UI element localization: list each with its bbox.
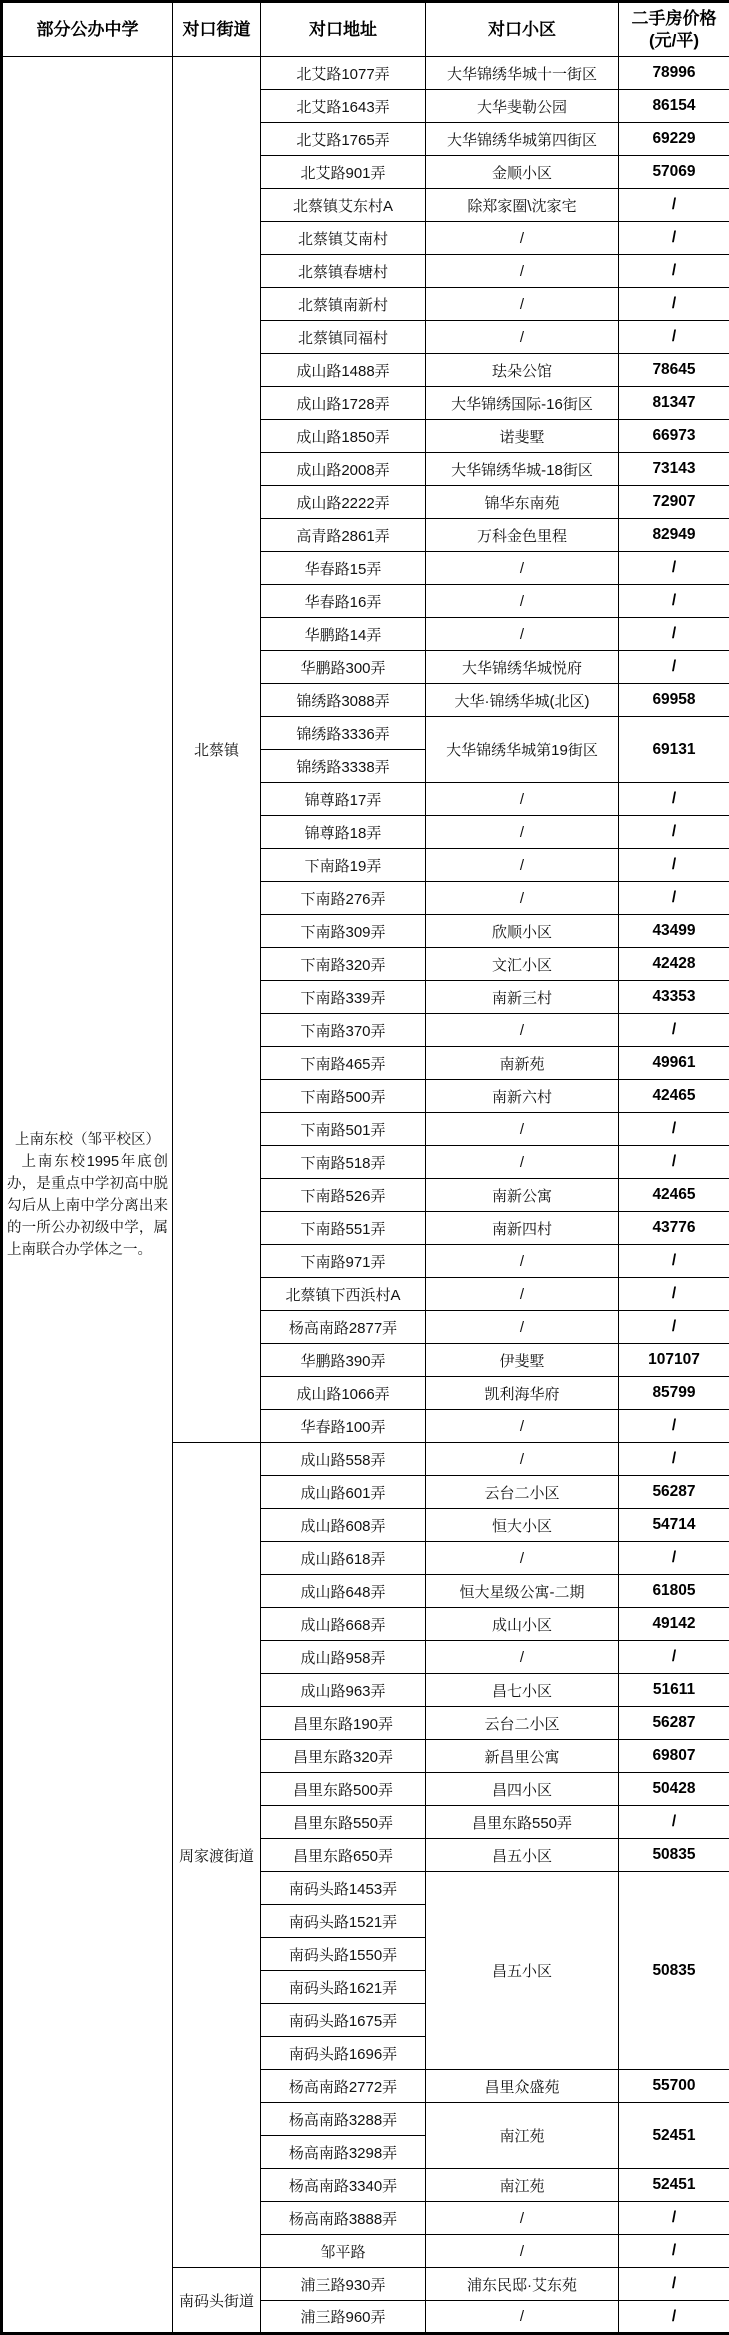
price-cell: 69958 xyxy=(619,684,729,717)
price-cell: 43353 xyxy=(619,981,729,1014)
address-cell: 杨高南路3340弄 xyxy=(261,2169,426,2202)
price-cell: 55700 xyxy=(619,2070,729,2103)
estate-cell: / xyxy=(426,222,619,255)
estate-cell: 云台二小区 xyxy=(426,1476,619,1509)
address-cell: 成山路963弄 xyxy=(261,1674,426,1707)
estate-cell: / xyxy=(426,618,619,651)
estate-cell: / xyxy=(426,816,619,849)
address-cell: 下南路276弄 xyxy=(261,882,426,915)
address-cell: 杨高南路2772弄 xyxy=(261,2070,426,2103)
price-cell: 52451 xyxy=(619,2103,729,2169)
address-cell: 下南路370弄 xyxy=(261,1014,426,1047)
price-cell: / xyxy=(619,255,729,288)
estate-cell: / xyxy=(426,585,619,618)
price-cell: / xyxy=(619,618,729,651)
estate-cell: 南江苑 xyxy=(426,2169,619,2202)
address-cell: 下南路501弄 xyxy=(261,1113,426,1146)
address-cell: 成山路558弄 xyxy=(261,1443,426,1476)
estate-cell: 大华锦绣华城第四街区 xyxy=(426,123,619,156)
estate-cell: / xyxy=(426,849,619,882)
school-description: 上南东校1995年底创办，是重点中学初高中脱勾后从上南中学分离出来的一所公办初级中学，属上南联合办学体之一。 xyxy=(7,1153,168,1258)
address-cell: 下南路526弄 xyxy=(261,1179,426,1212)
estate-cell: / xyxy=(426,321,619,354)
estate-cell: 大华锦绣华城第19街区 xyxy=(426,717,619,783)
estate-cell: 昌里众盛苑 xyxy=(426,2070,619,2103)
estate-cell: 珐朵公馆 xyxy=(426,354,619,387)
address-cell: 锦绣路3336弄 xyxy=(261,717,426,750)
price-cell: 50835 xyxy=(619,1839,729,1872)
price-cell: / xyxy=(619,288,729,321)
address-cell: 北蔡镇南新村 xyxy=(261,288,426,321)
estate-cell: 昌里东路550弄 xyxy=(426,1806,619,1839)
price-cell: 42428 xyxy=(619,948,729,981)
price-cell: / xyxy=(619,2235,729,2268)
estate-cell: 大华斐勒公园 xyxy=(426,90,619,123)
price-cell: 54714 xyxy=(619,1509,729,1542)
address-cell: 成山路668弄 xyxy=(261,1608,426,1641)
estate-cell: / xyxy=(426,1245,619,1278)
estate-cell: 欣顺小区 xyxy=(426,915,619,948)
address-cell: 华鹏路14弄 xyxy=(261,618,426,651)
address-cell: 北艾路1643弄 xyxy=(261,90,426,123)
estate-cell: 新昌里公寓 xyxy=(426,1740,619,1773)
estate-cell: 万科金色里程 xyxy=(426,519,619,552)
price-cell: 78645 xyxy=(619,354,729,387)
address-cell: 浦三路960弄 xyxy=(261,2301,426,2334)
estate-cell: / xyxy=(426,552,619,585)
price-cell: / xyxy=(619,2268,729,2301)
address-cell: 昌里东路650弄 xyxy=(261,1839,426,1872)
price-cell: / xyxy=(619,783,729,816)
estate-cell: 南新四村 xyxy=(426,1212,619,1245)
address-cell: 南码头路1521弄 xyxy=(261,1905,426,1938)
estate-cell: 南新六村 xyxy=(426,1080,619,1113)
header-street: 对口街道 xyxy=(173,2,261,57)
address-cell: 杨高南路3298弄 xyxy=(261,2136,426,2169)
estate-cell: 南新三村 xyxy=(426,981,619,1014)
address-cell: 高青路2861弄 xyxy=(261,519,426,552)
price-cell: 61805 xyxy=(619,1575,729,1608)
price-cell: / xyxy=(619,1443,729,1476)
header-price xyxy=(619,2,729,57)
price-cell: / xyxy=(619,651,729,684)
estate-cell: 云台二小区 xyxy=(426,1707,619,1740)
address-cell: 成山路2008弄 xyxy=(261,453,426,486)
estate-cell: 伊斐墅 xyxy=(426,1344,619,1377)
estate-cell: / xyxy=(426,1542,619,1575)
address-cell: 下南路339弄 xyxy=(261,981,426,1014)
estate-cell: 大华·锦绣华城(北区) xyxy=(426,684,619,717)
price-cell: / xyxy=(619,189,729,222)
estate-cell: / xyxy=(426,1014,619,1047)
price-cell: 50835 xyxy=(619,1872,729,2070)
address-cell: 锦尊路17弄 xyxy=(261,783,426,816)
school-name: 上南东校（邹平校区） xyxy=(15,1131,160,1148)
price-cell: 49961 xyxy=(619,1047,729,1080)
price-cell: 81347 xyxy=(619,387,729,420)
estate-cell: / xyxy=(426,1410,619,1443)
address-cell: 成山路618弄 xyxy=(261,1542,426,1575)
table-body xyxy=(2,57,729,2334)
street-cell: 周家渡街道 xyxy=(173,1443,261,2268)
price-cell: 50428 xyxy=(619,1773,729,1806)
address-cell: 成山路2222弄 xyxy=(261,486,426,519)
estate-cell: / xyxy=(426,1443,619,1476)
price-cell: 85799 xyxy=(619,1377,729,1410)
address-cell: 北蔡镇艾东村A xyxy=(261,189,426,222)
estate-cell: 凯利海华府 xyxy=(426,1377,619,1410)
address-cell: 华鹏路300弄 xyxy=(261,651,426,684)
estate-cell: 昌五小区 xyxy=(426,1872,619,2070)
address-cell: 下南路971弄 xyxy=(261,1245,426,1278)
table-header xyxy=(2,2,729,57)
price-cell: / xyxy=(619,222,729,255)
estate-cell: 除郑家圈\沈家宅 xyxy=(426,189,619,222)
price-cell: / xyxy=(619,1410,729,1443)
header-price-line2: (元/平) xyxy=(648,30,700,50)
price-cell: 66973 xyxy=(619,420,729,453)
address-cell: 北艾路1765弄 xyxy=(261,123,426,156)
price-cell: 86154 xyxy=(619,90,729,123)
address-cell: 杨高南路2877弄 xyxy=(261,1311,426,1344)
address-cell: 华春路16弄 xyxy=(261,585,426,618)
price-cell: 78996 xyxy=(619,57,729,90)
price-cell: 107107 xyxy=(619,1344,729,1377)
price-cell: 69229 xyxy=(619,123,729,156)
price-cell: / xyxy=(619,1113,729,1146)
address-cell: 成山路1066弄 xyxy=(261,1377,426,1410)
price-cell: / xyxy=(619,1278,729,1311)
price-cell: / xyxy=(619,2202,729,2235)
price-cell: 57069 xyxy=(619,156,729,189)
address-cell: 南码头路1675弄 xyxy=(261,2004,426,2037)
header-price-line1: 二手房价格 xyxy=(631,9,717,29)
price-cell: 72907 xyxy=(619,486,729,519)
address-cell: 下南路19弄 xyxy=(261,849,426,882)
price-cell: / xyxy=(619,585,729,618)
price-cell: / xyxy=(619,1542,729,1575)
price-cell: 56287 xyxy=(619,1476,729,1509)
address-cell: 南码头路1621弄 xyxy=(261,1971,426,2004)
price-cell: 69807 xyxy=(619,1740,729,1773)
estate-cell: 昌四小区 xyxy=(426,1773,619,1806)
estate-cell: 成山小区 xyxy=(426,1608,619,1641)
address-cell: 昌里东路320弄 xyxy=(261,1740,426,1773)
price-cell: 73143 xyxy=(619,453,729,486)
estate-cell: 大华锦绣华城-18街区 xyxy=(426,453,619,486)
header-school: 部分公办中学 xyxy=(2,2,173,57)
header-estate: 对口小区 xyxy=(426,2,619,57)
estate-cell: 文汇小区 xyxy=(426,948,619,981)
address-cell: 成山路648弄 xyxy=(261,1575,426,1608)
estate-cell: 南新公寓 xyxy=(426,1179,619,1212)
address-cell: 杨高南路3288弄 xyxy=(261,2103,426,2136)
price-cell: / xyxy=(619,321,729,354)
address-cell: 下南路551弄 xyxy=(261,1212,426,1245)
address-cell: 昌里东路550弄 xyxy=(261,1806,426,1839)
street-cell: 北蔡镇 xyxy=(173,57,261,1443)
estate-cell: 大华锦绣国际-16街区 xyxy=(426,387,619,420)
price-cell: / xyxy=(619,882,729,915)
address-cell: 北蔡镇同福村 xyxy=(261,321,426,354)
estate-cell: / xyxy=(426,255,619,288)
address-cell: 北蔡镇下西浜村A xyxy=(261,1278,426,1311)
estate-cell: / xyxy=(426,1311,619,1344)
address-cell: 华鹏路390弄 xyxy=(261,1344,426,1377)
price-cell: 69131 xyxy=(619,717,729,783)
estate-cell: 昌七小区 xyxy=(426,1674,619,1707)
estate-cell: / xyxy=(426,1641,619,1674)
address-cell: 成山路601弄 xyxy=(261,1476,426,1509)
price-cell: 52451 xyxy=(619,2169,729,2202)
address-cell: 成山路958弄 xyxy=(261,1641,426,1674)
estate-cell: 恒大星级公寓-二期 xyxy=(426,1575,619,1608)
address-cell: 成山路1728弄 xyxy=(261,387,426,420)
price-cell: 56287 xyxy=(619,1707,729,1740)
school-cell xyxy=(2,57,173,2334)
estate-cell: / xyxy=(426,2235,619,2268)
address-cell: 下南路465弄 xyxy=(261,1047,426,1080)
estate-cell: / xyxy=(426,783,619,816)
address-cell: 浦三路930弄 xyxy=(261,2268,426,2301)
address-cell: 下南路309弄 xyxy=(261,915,426,948)
header-row xyxy=(2,2,729,57)
price-cell: 49142 xyxy=(619,1608,729,1641)
price-cell: / xyxy=(619,1806,729,1839)
estate-cell: 金顺小区 xyxy=(426,156,619,189)
price-cell: 51611 xyxy=(619,1674,729,1707)
price-cell: / xyxy=(619,849,729,882)
estate-cell: 锦华东南苑 xyxy=(426,486,619,519)
address-cell: 成山路1850弄 xyxy=(261,420,426,453)
price-cell: / xyxy=(619,816,729,849)
address-cell: 邹平路 xyxy=(261,2235,426,2268)
estate-cell: / xyxy=(426,882,619,915)
estate-cell: 恒大小区 xyxy=(426,1509,619,1542)
estate-cell: / xyxy=(426,288,619,321)
estate-cell: / xyxy=(426,2202,619,2235)
address-cell: 下南路320弄 xyxy=(261,948,426,981)
estate-cell: 诺斐墅 xyxy=(426,420,619,453)
estate-cell: 大华锦绣华城十一街区 xyxy=(426,57,619,90)
price-cell: / xyxy=(619,2301,729,2334)
address-cell: 下南路500弄 xyxy=(261,1080,426,1113)
address-cell: 华春路100弄 xyxy=(261,1410,426,1443)
price-cell: 43499 xyxy=(619,915,729,948)
address-cell: 南码头路1453弄 xyxy=(261,1872,426,1905)
address-cell: 成山路608弄 xyxy=(261,1509,426,1542)
estate-cell: / xyxy=(426,2301,619,2334)
address-cell: 杨高南路3888弄 xyxy=(261,2202,426,2235)
address-cell: 锦绣路3088弄 xyxy=(261,684,426,717)
price-cell: 42465 xyxy=(619,1080,729,1113)
table-row xyxy=(2,57,729,90)
estate-cell: / xyxy=(426,1146,619,1179)
price-cell: 42465 xyxy=(619,1179,729,1212)
address-cell: 南码头路1696弄 xyxy=(261,2037,426,2070)
address-cell: 锦尊路18弄 xyxy=(261,816,426,849)
address-cell: 成山路1488弄 xyxy=(261,354,426,387)
estate-cell: 浦东民邸·艾东苑 xyxy=(426,2268,619,2301)
street-cell: 南码头街道 xyxy=(173,2268,261,2334)
price-cell: / xyxy=(619,1146,729,1179)
address-cell: 昌里东路500弄 xyxy=(261,1773,426,1806)
price-cell: 43776 xyxy=(619,1212,729,1245)
estate-cell: / xyxy=(426,1278,619,1311)
price-cell: / xyxy=(619,1311,729,1344)
address-cell: 北蔡镇艾南村 xyxy=(261,222,426,255)
estate-cell: 南江苑 xyxy=(426,2103,619,2169)
address-cell: 下南路518弄 xyxy=(261,1146,426,1179)
price-cell: 82949 xyxy=(619,519,729,552)
address-cell: 北艾路1077弄 xyxy=(261,57,426,90)
price-cell: / xyxy=(619,1014,729,1047)
address-cell: 北蔡镇春塘村 xyxy=(261,255,426,288)
address-cell: 昌里东路190弄 xyxy=(261,1707,426,1740)
price-cell: / xyxy=(619,1641,729,1674)
estate-cell: 南新苑 xyxy=(426,1047,619,1080)
address-cell: 南码头路1550弄 xyxy=(261,1938,426,1971)
address-cell: 华春路15弄 xyxy=(261,552,426,585)
estate-cell: 大华锦绣华城悦府 xyxy=(426,651,619,684)
address-cell: 北艾路901弄 xyxy=(261,156,426,189)
price-cell: / xyxy=(619,552,729,585)
header-address: 对口地址 xyxy=(261,2,426,57)
estate-cell: 昌五小区 xyxy=(426,1839,619,1872)
address-cell: 锦绣路3338弄 xyxy=(261,750,426,783)
estate-cell: / xyxy=(426,1113,619,1146)
price-cell: / xyxy=(619,1245,729,1278)
